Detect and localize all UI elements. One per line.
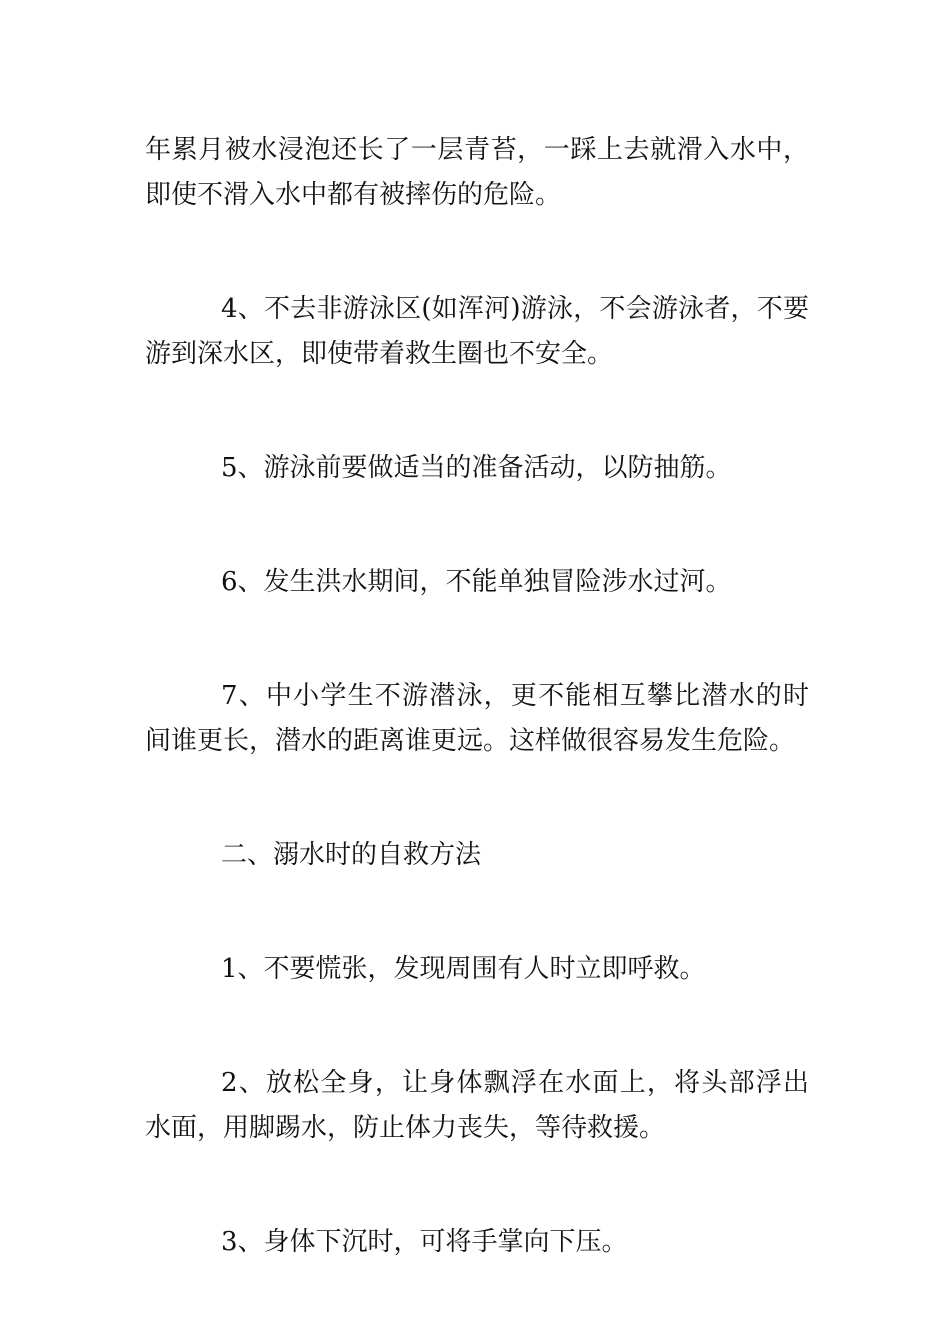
paragraph-selfrescue-2: 2、放松全身，让身体飘浮在水面上，将头部浮出水面，用脚踢水，防止体力丧失，等待救援。	[145, 1068, 809, 1143]
section-heading: 二、溺水时的自救方法	[221, 840, 482, 870]
document-page	[145, 128, 809, 1265]
paragraph-selfrescue-1: 1、不要慌张，发现周围有人时立即呼救。	[221, 954, 706, 984]
paragraph-item-6: 6、发生洪水期间，不能单独冒险涉水过河。	[221, 567, 732, 597]
paragraph-selfrescue-3: 3、身体下沉时，可将手掌向下压。	[221, 1227, 628, 1257]
paragraph-item-7: 7、中小学生不游潜泳，更不能相互攀比潜水的时间谁更长，潜水的距离谁更远。这样做很容易发生危险。	[145, 681, 809, 756]
paragraph-item-5: 5、游泳前要做适当的准备活动，以防抽筋。	[221, 453, 732, 483]
paragraph-item-4: 4、不去非游泳区(如浑河)游泳，不会游泳者，不要游到深水区，即使带着救生圈也不安全。	[145, 294, 809, 369]
paragraph-continuation: 年累月被水浸泡还长了一层青苔，一踩上去就滑入水中，即使不滑入水中都有被摔伤的危险。	[145, 135, 809, 210]
